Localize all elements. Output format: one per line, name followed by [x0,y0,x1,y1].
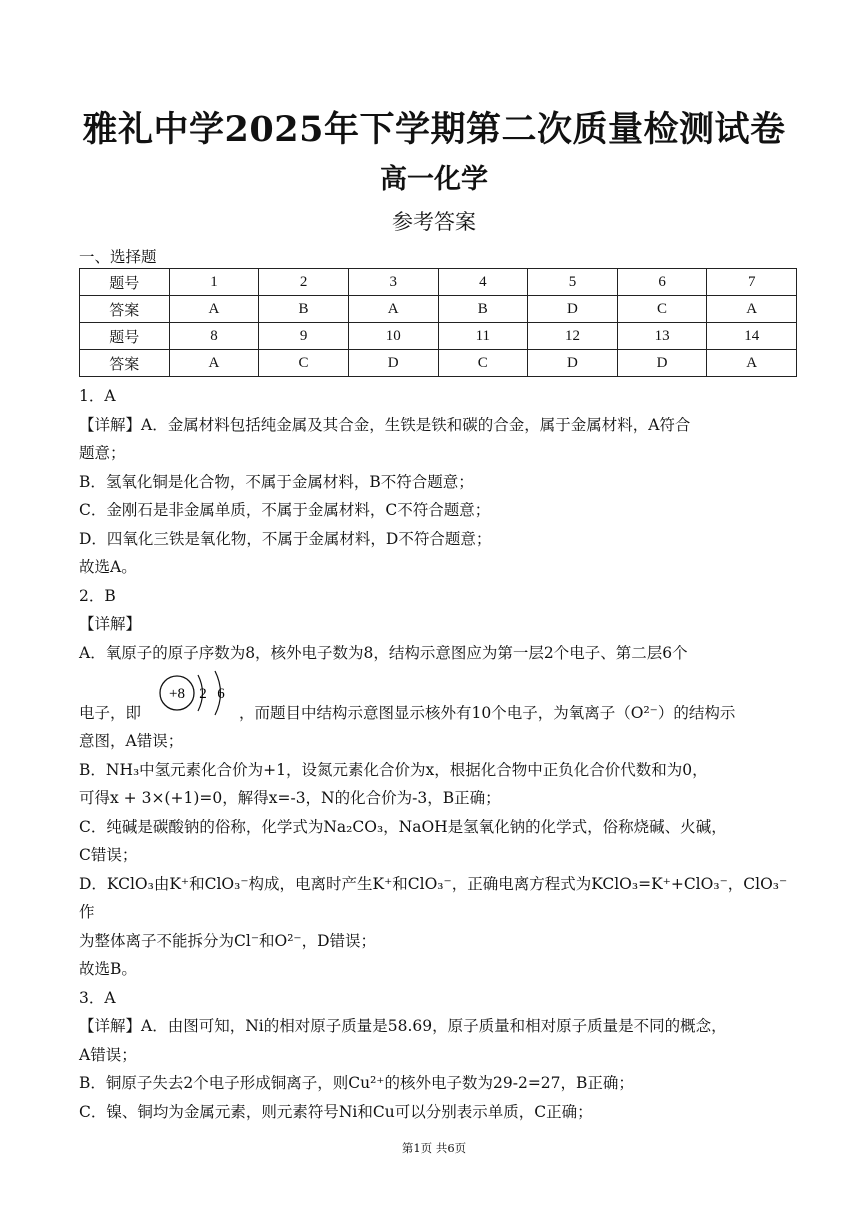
q2-line: 可得x + 3×(+1)=0，解得x=-3，N的化合价为-3，B正确； [79,789,501,807]
table-cell: D [528,296,618,323]
q2-line: 为整体离子不能拆分为Cl⁻和O²⁻，D错误； [79,931,377,950]
page-number: 第1页 共6页 [401,1141,467,1155]
q2-conclusion: 故选B。 [79,960,137,978]
section-heading: 一、选择题 [79,248,157,266]
q2-line: 意图，A错误； [79,732,184,750]
q2-line: C．纯碱是碳酸钠的俗称，化学式为Na₂CO₃，NaOH是氢氧化钠的化学式，俗称烧碱、火碱， [79,817,727,836]
table-cell: 13 [617,323,707,350]
q1-line: B．氢氧化铜是化合物，不属于金属材料，B不符合题意； [79,472,474,491]
table-cell: 10 [348,323,438,350]
table-row [80,296,797,323]
table-cell: 5 [528,269,618,296]
q1-line: 【详解】A．金属材料包括纯金属及其合金，生铁是铁和碳的合金，属于金属材料，A符合 [79,415,691,434]
table-cell: A [169,350,259,377]
oxygen-atom-diagram [141,667,239,727]
table-cell: A [707,350,797,377]
table-cell: 8 [169,323,259,350]
table-cell: D [617,350,707,377]
q2-line: A．氧原子的原子序数为8，核外电子数为8，结构示意图应为第一层2个电子、第二层6个 [79,643,688,662]
table-cell: C [259,350,349,377]
q2-line: 电子，即 [79,704,142,722]
table-cell: C [617,296,707,323]
table-row [80,323,797,350]
table-cell: 11 [438,323,528,350]
table-row [80,350,797,377]
q3-line: A错误； [79,1045,137,1064]
q2-line: D．KClO₃由K⁺和ClO₃⁻构成，电离时产生K⁺和ClO₃⁻，正确电离方程式为KClO₃=K⁺+ClO₃⁻，ClO₃⁻作 [79,874,788,921]
q3-heading: 3．A [79,988,116,1007]
table-cell: 6 [617,269,707,296]
q2-detail-label: 【详解】 [79,615,142,633]
table-cell: 12 [528,323,618,350]
shell2-count: 6 [217,686,225,702]
table-row [80,269,797,296]
shell1-count: 2 [199,686,207,702]
answer-table [79,268,797,377]
answer-key-heading: 参考答案 [392,210,476,234]
q1-heading: 1．A [79,387,116,405]
table-cell: 1 [169,269,259,296]
table-cell: 3 [348,269,438,296]
table-cell: A [169,296,259,323]
q2-line: B．NH₃中氢元素化合价为+1，设氮元素化合价为x，根据化合物中正负化合价代数和为0， [79,760,708,779]
table-cell: 14 [707,323,797,350]
q3-line: C．镍、铜均为金属元素，则元素符号Ni和Cu可以分别表示单质，C正确； [79,1102,593,1121]
table-cell: 9 [259,323,349,350]
table-cell: 2 [259,269,349,296]
row-header-cell: 答案 [80,296,170,323]
table-cell: D [528,350,618,377]
nucleus-charge: +8 [169,686,185,702]
row-header-cell: 题号 [80,269,170,296]
table-cell: D [348,350,438,377]
row-header-cell: 答案 [80,350,170,377]
table-cell: C [438,350,528,377]
q1-line: 题意； [79,444,126,462]
table-cell: 7 [707,269,797,296]
q1-line: D．四氧化三铁是氧化物，不属于金属材料，D不符合题意； [79,529,492,548]
q2-atom-line [79,667,801,727]
table-cell: A [707,296,797,323]
table-cell: B [259,296,349,323]
row-header-cell: 题号 [80,323,170,350]
q3-line: B．铜原子失去2个电子形成铜离子，则Cu²⁺的核外电子数为29-2=27，B正确； [79,1074,634,1092]
table-cell: B [438,296,528,323]
q2-line: ，而题目中结构示意图显示核外有10个电子，为氧离子（O²⁻）的结构示 [239,704,736,722]
q1-conclusion: 故选A。 [79,558,137,576]
explanations [79,382,801,1126]
q1-line: C．金刚石是非金属单质，不属于金属材料，C不符合题意； [79,501,491,519]
q2-heading: 2．B [79,586,116,605]
q2-line: C错误； [79,846,138,864]
exam-title: 雅礼中学2025年下学期第二次质量检测试卷 [82,109,786,150]
subject-title: 高一化学 [380,164,488,195]
table-cell: 4 [438,269,528,296]
table-cell: A [348,296,438,323]
q3-line: 【详解】A．由图可知，Ni的相对原子质量是58.69，原子质量和相对原子质量是不同的概念， [79,1017,727,1035]
